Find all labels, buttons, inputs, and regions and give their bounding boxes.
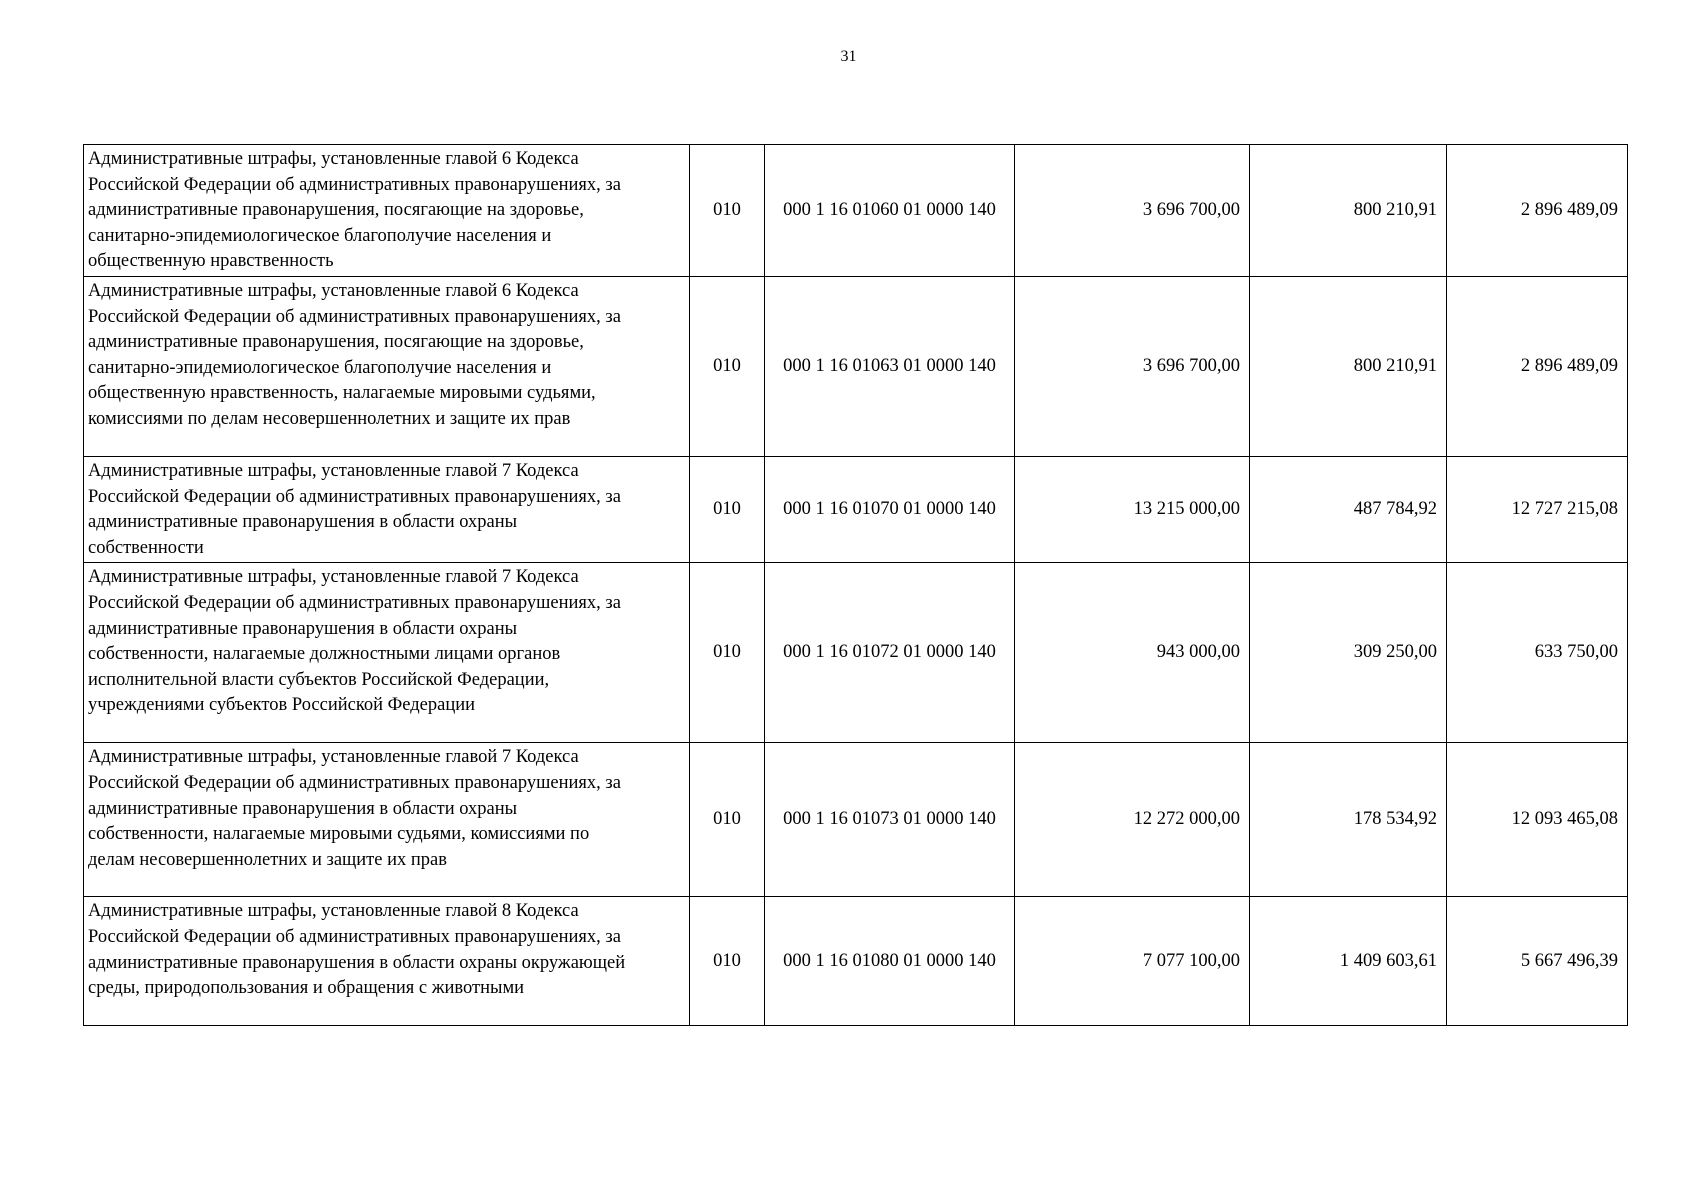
- line-code-cell: 010: [690, 897, 765, 1026]
- table-row: [84, 563, 1628, 743]
- income-name-line: Административные штрафы, установленные главой 7 Кодекса: [88, 460, 579, 481]
- income-table: [83, 144, 1628, 1026]
- income-name-line: Российской Федерации об административных правонарушениях, за: [88, 772, 621, 793]
- executed-amount-cell: 487 784,92: [1250, 456, 1447, 562]
- income-name-line: санитарно-эпидемиологическое благополучие населения и: [88, 357, 552, 378]
- income-name-cell: [84, 145, 690, 277]
- income-code-cell: 000 1 16 01063 01 0000 140: [765, 276, 1015, 456]
- income-name-cell: [84, 897, 690, 1026]
- income-name-line: административные правонарушения в области охраны: [88, 618, 518, 639]
- income-name-cell: [84, 276, 690, 456]
- table-row: [84, 145, 1628, 277]
- income-name-cell: [84, 743, 690, 897]
- executed-amount-cell: 800 210,91: [1250, 276, 1447, 456]
- table-row: [84, 743, 1628, 897]
- income-name-line: административные правонарушения в области охраны: [88, 512, 518, 533]
- unexecuted-amount-cell: 12 093 465,08: [1447, 743, 1628, 897]
- executed-amount-cell: 1 409 603,61: [1250, 897, 1447, 1026]
- income-code-cell: 000 1 16 01060 01 0000 140: [765, 145, 1015, 277]
- income-name-line: делам несовершеннолетних и защите их прав: [88, 849, 447, 870]
- approved-amount-cell: 943 000,00: [1015, 563, 1250, 743]
- table-row: [84, 897, 1628, 1026]
- income-name-cell: [84, 563, 690, 743]
- income-name-line: Административные штрафы, установленные главой 7 Кодекса: [88, 747, 579, 768]
- income-name-line: собственности, налагаемые должностными лицами органов: [88, 644, 561, 665]
- income-name-line: административные правонарушения в области охраны окружающей: [88, 952, 626, 973]
- income-name-line: исполнительной власти субъектов Российской Федерации,: [88, 669, 550, 690]
- approved-amount-cell: 12 272 000,00: [1015, 743, 1250, 897]
- line-code-cell: 010: [690, 145, 765, 277]
- approved-amount-cell: 13 215 000,00: [1015, 456, 1250, 562]
- income-name-line: административные правонарушения в области охраны: [88, 798, 518, 819]
- executed-amount-cell: 309 250,00: [1250, 563, 1447, 743]
- table-row: [84, 276, 1628, 456]
- line-code-cell: 010: [690, 456, 765, 562]
- table-row: [84, 456, 1628, 562]
- income-name-line: Российской Федерации об административных правонарушениях, за: [88, 174, 621, 195]
- line-code-cell: 010: [690, 743, 765, 897]
- unexecuted-amount-cell: 633 750,00: [1447, 563, 1628, 743]
- unexecuted-amount-cell: 2 896 489,09: [1447, 145, 1628, 277]
- income-name-line: Административные штрафы, установленные главой 7 Кодекса: [88, 567, 579, 588]
- income-name-line: комиссиями по делам несовершеннолетних и защите их прав: [88, 408, 571, 429]
- income-name-line: среды, природопользования и обращения с животными: [88, 978, 525, 999]
- line-code-cell: 010: [690, 276, 765, 456]
- income-name-line: санитарно-эпидемиологическое благополучие населения и: [88, 225, 552, 246]
- income-name-line: Административные штрафы, установленные главой 6 Кодекса: [88, 149, 579, 169]
- approved-amount-cell: 7 077 100,00: [1015, 897, 1250, 1026]
- income-name-line: Российской Федерации об административных правонарушениях, за: [88, 306, 621, 327]
- income-name-line: учреждениями субъектов Российской Федерации: [88, 695, 476, 716]
- unexecuted-amount-cell: 12 727 215,08: [1447, 456, 1628, 562]
- income-code-cell: 000 1 16 01070 01 0000 140: [765, 456, 1015, 562]
- income-name-line: административные правонарушения, посягающие на здоровье,: [88, 200, 584, 221]
- income-name-line: Российской Федерации об административных правонарушениях, за: [88, 592, 621, 613]
- income-code-cell: 000 1 16 01073 01 0000 140: [765, 743, 1015, 897]
- income-name-line: Административные штрафы, установленные главой 8 Кодекса: [88, 901, 579, 922]
- income-name-line: собственности: [88, 537, 204, 558]
- executed-amount-cell: 178 534,92: [1250, 743, 1447, 897]
- executed-amount-cell: 800 210,91: [1250, 145, 1447, 277]
- income-name-line: Российской Федерации об административных правонарушениях, за: [88, 486, 621, 507]
- income-name-cell: [84, 456, 690, 562]
- income-name-line: собственности, налагаемые мировыми судьями, комиссиями по: [88, 824, 590, 845]
- income-name-line: общественную нравственность: [88, 251, 334, 272]
- page-number: 31: [840, 48, 857, 65]
- line-code-cell: 010: [690, 563, 765, 743]
- income-name-line: Административные штрафы, установленные главой 6 Кодекса: [88, 280, 579, 301]
- income-name-line: общественную нравственность, налагаемые мировыми судьями,: [88, 383, 596, 404]
- unexecuted-amount-cell: 5 667 496,39: [1447, 897, 1628, 1026]
- income-code-cell: 000 1 16 01080 01 0000 140: [765, 897, 1015, 1026]
- approved-amount-cell: 3 696 700,00: [1015, 145, 1250, 277]
- income-name-line: Российской Федерации об административных правонарушениях, за: [88, 926, 621, 947]
- income-name-line: административные правонарушения, посягающие на здоровье,: [88, 332, 584, 353]
- unexecuted-amount-cell: 2 896 489,09: [1447, 276, 1628, 456]
- approved-amount-cell: 3 696 700,00: [1015, 276, 1250, 456]
- income-code-cell: 000 1 16 01072 01 0000 140: [765, 563, 1015, 743]
